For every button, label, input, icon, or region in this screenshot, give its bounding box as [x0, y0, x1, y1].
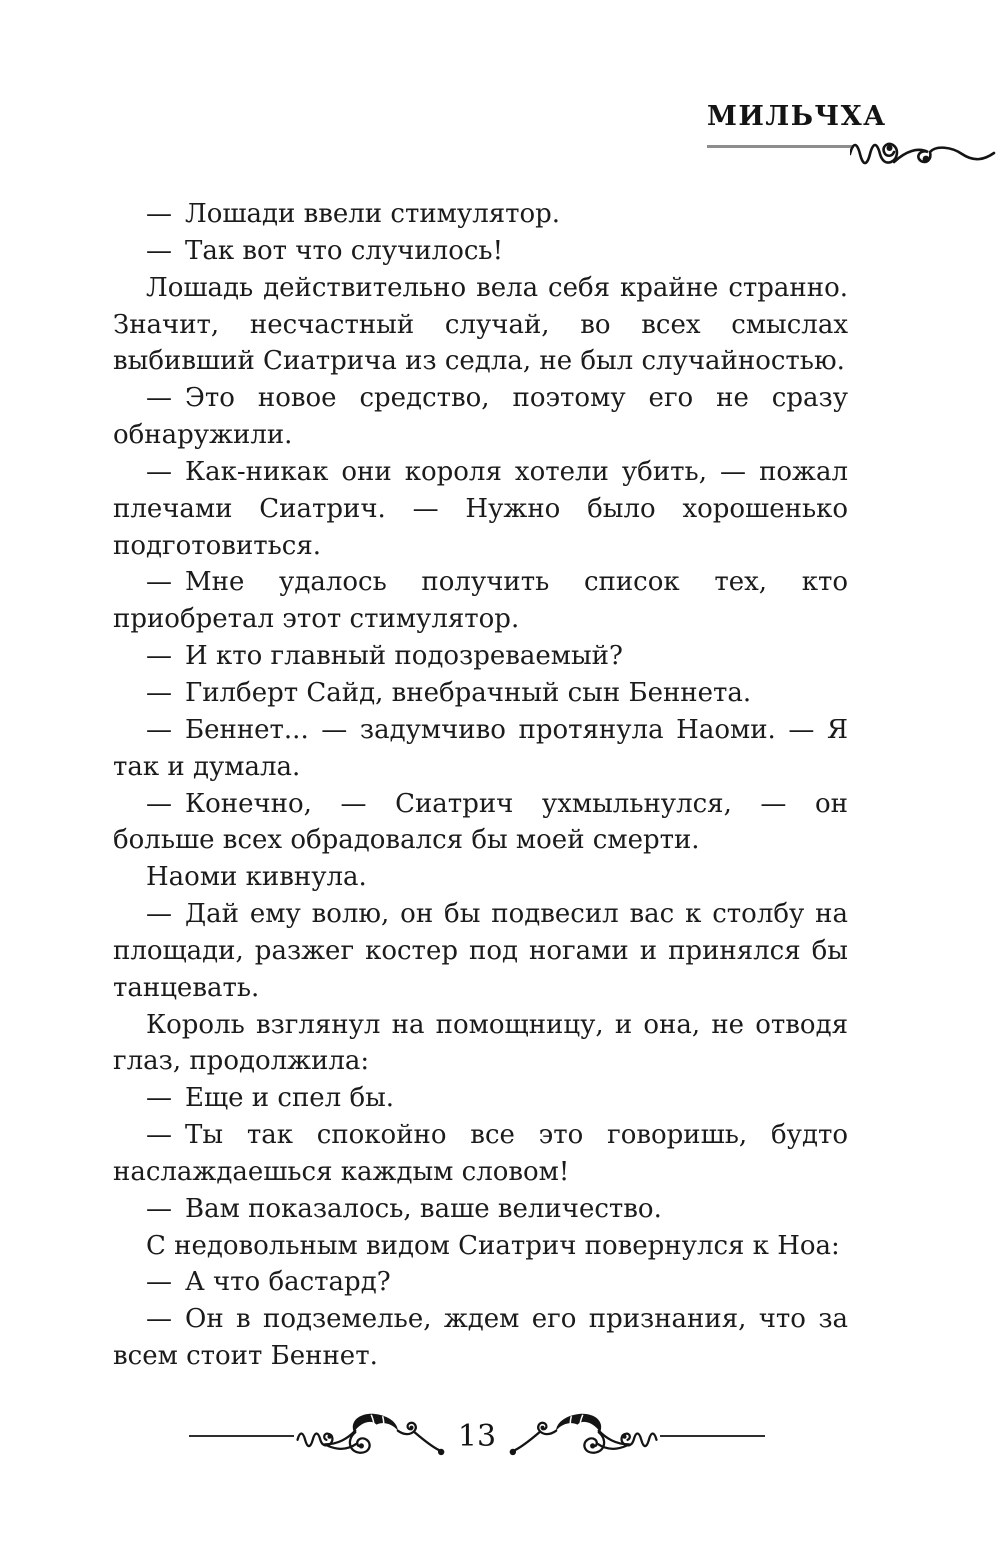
paragraph: — Лошади ввели стимулятор. — [146, 199, 561, 229]
footer-flourish-left-icon — [296, 1409, 448, 1463]
paragraph: — Это новое средство, поэтому его не сразу обнаружили. — [113, 383, 848, 451]
paragraph: — Мне удалось получить список тех, кто приобретал этот стимулятор. — [113, 567, 848, 635]
page-footer — [197, 1407, 757, 1465]
header-rule — [707, 145, 854, 148]
footer-rule-left — [189, 1435, 294, 1437]
paragraph: — Ты так спокойно все это говоришь, будто наслаждаешься каждым словом! — [113, 1120, 848, 1187]
paragraph: Наоми кивнула. — [146, 862, 367, 893]
paragraph: — А что бастард? — [146, 1267, 391, 1298]
paragraph: С недовольным видом Сиатрич повернулся к Ноа: — [146, 1230, 840, 1261]
paragraph: Лошадь действительно вела себя крайне странно. Значит, несчастный случай, во всех смыслах выбивший Сиатрича из седла, не был случайностью. — [113, 272, 848, 377]
paragraph: — Конечно, — Сиатрич ухмыльнулся, — он больше всех обрадовался бы моей смерти. — [113, 788, 848, 856]
header-swirl-icon — [850, 118, 996, 178]
paragraph: — Беннет... — задумчиво протянула Наоми. — Я так и думала. — [113, 714, 848, 782]
paragraph: — Еще и спел бы. — [146, 1083, 395, 1114]
page-text — [113, 196, 848, 1375]
paragraph: — Гилберт Сайд, внебрачный сын Беннета. — [146, 677, 752, 708]
paragraph: Король взглянул на помощницу, и она, не отводя глаз, продолжила: — [113, 1009, 848, 1077]
paragraph: — И кто главный подозреваемый? — [146, 641, 623, 672]
paragraph: — Вам показалось, ваше величество. — [146, 1193, 662, 1224]
page-number: 13 — [457, 1419, 497, 1454]
paragraph: — Как-никак они короля хотели убить, — пожал плечами Сиатрич. — Нужно было хорошенько подготовиться. — [113, 456, 848, 561]
chapter-title: МИЛЬЧХА — [707, 101, 887, 132]
footer-rule-right — [660, 1435, 765, 1437]
paragraph: — Так вот что случилось! — [146, 235, 504, 266]
paragraph: — Дай ему волю, он бы подвесил вас к столбу на площади, разжег костер под ногами и принялся бы танцевать. — [113, 899, 848, 1003]
paragraph: — Он в подземелье, ждем его признания, что за всем стоит Беннет. — [113, 1304, 848, 1372]
footer-flourish-right-icon — [506, 1409, 658, 1463]
